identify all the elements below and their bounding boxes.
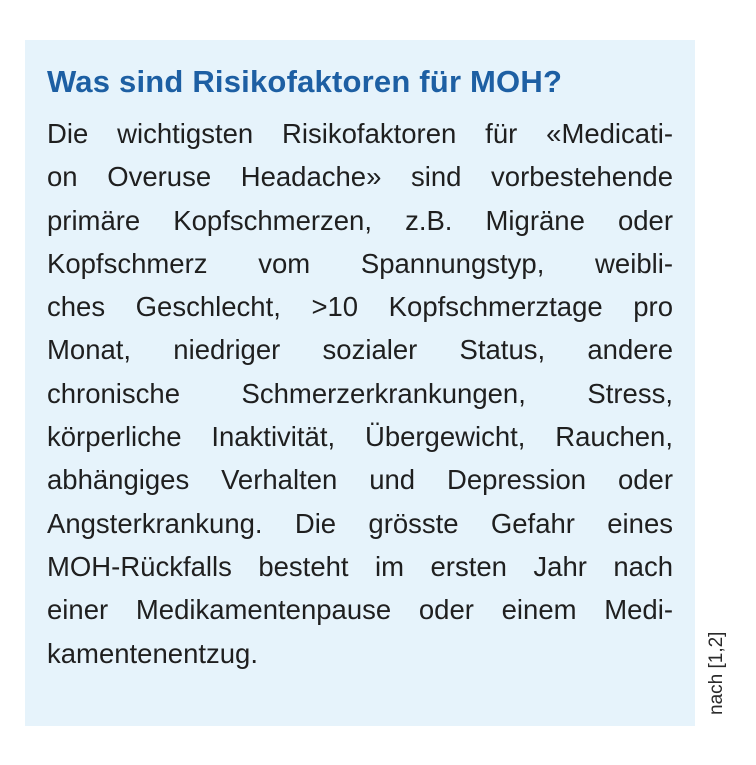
body-line: chronische Schmerzerkrankungen, Stress,	[47, 377, 673, 409]
body-line: on Overuse Headache» sind vorbestehende	[47, 161, 673, 193]
body-line: Monat, niedriger sozialer Status, andere	[47, 334, 673, 366]
info-box	[25, 40, 695, 726]
body-line: körperliche Inaktivität, Übergewicht, Rauchen,	[47, 421, 673, 453]
body-line: Kopfschmerz vom Spannungstyp, weibli-	[47, 247, 673, 279]
body-line: kamentenentzug.	[47, 637, 258, 669]
body-line: Angsterkrankung. Die grösste Gefahr eines	[47, 507, 673, 539]
body-line: MOH-Rückfalls besteht im ersten Jahr nach	[47, 550, 673, 582]
body-line: primäre Kopfschmerzen, z.B. Migräne oder	[47, 204, 673, 236]
body-line: abhängiges Verhalten und Depression oder	[47, 464, 673, 496]
body-line: ches Geschlecht, >10 Kopfschmerztage pro	[47, 291, 673, 323]
body-line: einer Medikamentenpause oder einem Medi-	[47, 594, 673, 626]
source-note: nach [1,2]	[706, 631, 727, 715]
info-box-title: Was sind Risikofaktoren für MOH?	[47, 64, 563, 99]
info-box-body	[47, 112, 673, 675]
body-line: Die wichtigsten Risikofaktoren für «Medicati-	[47, 118, 673, 149]
